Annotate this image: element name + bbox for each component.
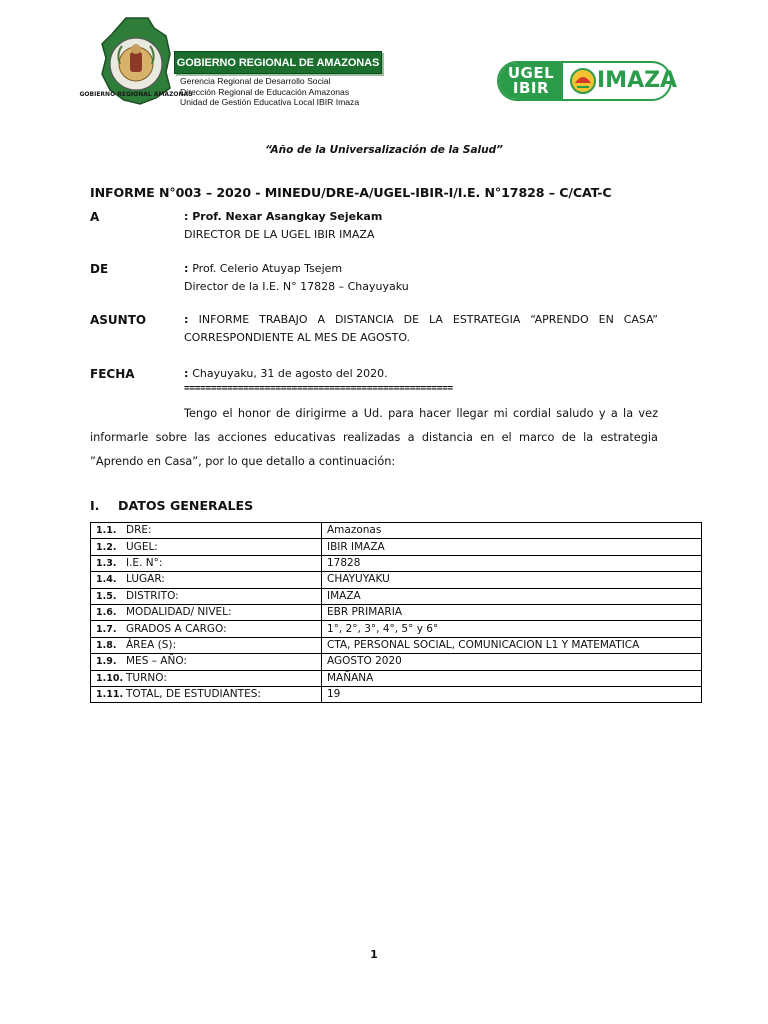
row-label: TURNO:: [126, 671, 167, 684]
institution-line-1: Gerencia Regional de Desarrollo Social: [180, 76, 331, 86]
field-fecha-prefix: :: [184, 367, 193, 380]
table-cell-label: [91, 604, 322, 620]
table-cell-value: AGOSTO 2020: [322, 654, 702, 670]
table-cell-label: [91, 686, 322, 702]
institution-lines: [180, 76, 359, 108]
table-row: [91, 588, 702, 604]
table-cell-label: [91, 621, 322, 637]
row-label: MODALIDAD/ NIVEL:: [126, 606, 232, 619]
table-cell-label: [91, 539, 322, 555]
field-asunto-prefix: :: [184, 313, 199, 326]
seal-text: GOBIERNO REGIONAL AMAZONAS: [79, 91, 193, 98]
table-row: [91, 604, 702, 620]
government-banner: [174, 51, 382, 74]
field-a-position: DIRECTOR DE LA UGEL IBIR IMAZA: [184, 228, 375, 241]
table-cell-value: EBR PRIMARIA: [322, 604, 702, 620]
table-cell-label: [91, 523, 322, 539]
field-value-asunto: [184, 311, 658, 347]
row-number: 1.11.: [96, 689, 124, 701]
table-cell-value: 1°, 2°, 3°, 4°, 5° y 6°: [322, 621, 702, 637]
ugel-imaza-logo: [497, 61, 678, 101]
table-cell-label: [91, 654, 322, 670]
table-cell-label: [91, 637, 322, 653]
institution-line-3: Unidad de Gestión Educativa Local IBIR Imaza: [180, 97, 360, 108]
section-heading: [90, 498, 253, 513]
table-row: [91, 670, 702, 686]
field-a-name: Prof. Nexar Asangkay Sejekam: [192, 210, 383, 223]
report-title: INFORME N°003 – 2020 - MINEDU/DRE-A/UGEL-IBIR-I/I.E. N°17828 – C/CAT-C: [90, 185, 612, 200]
table-row: [91, 637, 702, 653]
field-de-position: Director de la I.E. N° 17828 – Chayuyaku: [184, 280, 409, 293]
row-label: UGEL:: [126, 540, 158, 553]
table-cell-label: [91, 588, 322, 604]
table-row: [91, 523, 702, 539]
section-title: DATOS GENERALES: [118, 498, 254, 513]
row-label: DRE:: [126, 524, 152, 537]
field-fecha-text: Chayuyaku, 31 de agosto del 2020.: [192, 367, 388, 380]
table-row: [91, 572, 702, 588]
regional-seal-logo: [79, 14, 193, 106]
row-label: LUGAR:: [126, 573, 165, 586]
field-asunto-text: INFORME TRABAJO A DISTANCIA DE LA ESTRATEGIA “APRENDO EN CASA” CORRESPONDIENTE AL MES DE AGOSTO.: [184, 313, 658, 344]
table-row: [91, 539, 702, 555]
row-number: 1.6.: [96, 607, 117, 619]
field-value-de: [184, 260, 409, 296]
row-label: GRADOS A CARGO:: [126, 622, 227, 635]
table-cell-value: Amazonas: [322, 523, 702, 539]
row-number: 1.9.: [96, 656, 117, 668]
row-number: 1.2.: [96, 541, 117, 553]
table-row: [91, 555, 702, 571]
row-number: 1.3.: [96, 557, 117, 569]
row-number: 1.1.: [96, 525, 117, 537]
table-cell-value: MAÑANA: [322, 670, 702, 686]
institution-line-2: Dirección Regional de Educación Amazonas: [180, 86, 350, 97]
table-row: [91, 621, 702, 637]
field-de-prefix: :: [184, 262, 193, 275]
table-cell-value: CTA, PERSONAL SOCIAL, COMUNICACION L1 Y MATEMATICA: [322, 637, 702, 653]
row-number: 1.8.: [96, 639, 117, 651]
table-cell-label: [91, 572, 322, 588]
row-label: MES – AÑO:: [126, 655, 187, 668]
ugel-badge-icon: [569, 67, 597, 95]
table-cell-value: IBIR IMAZA: [322, 539, 702, 555]
field-value-a: [184, 208, 382, 244]
row-label: I.E. N°:: [126, 556, 163, 569]
table-row: [91, 686, 702, 702]
row-number: 1.7.: [96, 623, 117, 635]
section-number: I.: [90, 498, 100, 513]
table-cell-value: IMAZA: [322, 588, 702, 604]
row-number: 1.10.: [96, 672, 124, 684]
year-motto: “Año de la Universalización de la Salud”: [265, 144, 503, 156]
row-label: DISTRITO:: [126, 589, 179, 602]
separator-line: ==================================================: [184, 383, 453, 394]
row-label: ÁREA (S):: [126, 638, 177, 651]
row-number: 1.4.: [96, 574, 117, 586]
table-cell-value: 17828: [322, 555, 702, 571]
field-a-prefix: :: [184, 210, 193, 223]
table-cell-value: 19: [322, 686, 702, 702]
field-value-fecha: [184, 365, 388, 383]
table-row: [91, 654, 702, 670]
ugel-text: UGEL: [507, 64, 555, 82]
field-label-de: DE: [90, 262, 109, 276]
row-label: TOTAL, DE ESTUDIANTES:: [126, 688, 261, 701]
field-de-name: Prof. Celerio Atuyap Tsejem: [192, 262, 343, 275]
general-data-table: [90, 522, 702, 703]
page-number: 1: [370, 948, 378, 961]
table-cell-label: [91, 670, 322, 686]
ibir-text: IBIR: [512, 79, 550, 97]
field-label-a: A: [90, 210, 100, 224]
imaza-text: IMAZA: [597, 68, 678, 93]
intro-paragraph: Tengo el honor de dirigirme a Ud. para hacer llegar mi cordial saludo y a la vez informarle sobre las acciones educativas realizadas a distancia en el marco de la estrategia ”Aprendo en Casa”, por lo que detallo a continuación:: [90, 407, 658, 468]
ugel-ibir-block: [499, 63, 563, 99]
table-cell-label: [91, 555, 322, 571]
government-banner-text: GOBIERNO REGIONAL DE AMAZONAS: [176, 56, 380, 69]
table-cell-value: CHAYUYAKU: [322, 572, 702, 588]
row-number: 1.5.: [96, 590, 117, 602]
field-label-asunto: ASUNTO: [90, 313, 147, 327]
field-label-fecha: FECHA: [90, 367, 135, 381]
